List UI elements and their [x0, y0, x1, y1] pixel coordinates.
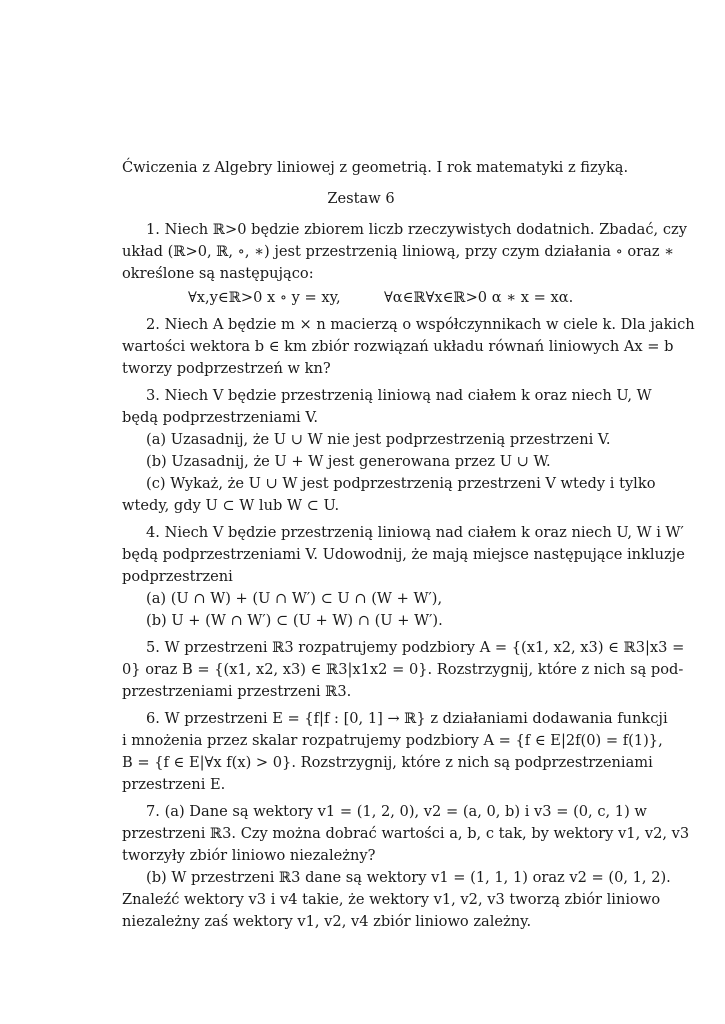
- problem-4-line-1: 4. Niech V będzie przestrzenią liniową nad ciałem k oraz niech U, W i W′: [146, 524, 684, 541]
- problem-3-part-b: (b) Uzasadnij, że U + W jest generowana przez U ∪ W.: [146, 453, 551, 470]
- problem-1-formula-1: ∀x,y∈ℝ>0 x ∘ y = xy,: [188, 289, 341, 306]
- problem-1-line-2: układ (ℝ>0, ℝ, ∘, ∗) jest przestrzenią liniową, przy czym działania ∘ oraz ∗: [122, 243, 675, 260]
- problem-7-line-3: tworzyły zbiór liniowo niezależny?: [122, 847, 376, 864]
- problem-3-line-2: będą podprzestrzeniami V.: [122, 409, 318, 426]
- problem-6-line-3: B = {f ∈ E|∀x f(x) > 0}. Rozstrzygnij, które z nich są podprzestrzeniami: [122, 754, 653, 771]
- set-label: Zestaw 6: [327, 190, 395, 207]
- problem-2-line-2: wartości wektora b ∈ km zbiór rozwiązań układu równań liniowych Ax = b: [122, 338, 674, 355]
- problem-4-line-2: będą podprzestrzeniami V. Udowodnij, że mają miejsce następujące inkluzje: [122, 546, 685, 563]
- problem-1-line-3: określone są następująco:: [122, 265, 314, 282]
- problem-2-line-1: 2. Niech A będzie m × n macierzą o współczynnikach w ciele k. Dla jakich: [146, 316, 695, 333]
- problem-6-line-4: przestrzeni E.: [122, 776, 226, 793]
- problem-1-formula-2: ∀α∈ℝ∀x∈ℝ>0 α ∗ x = xα.: [384, 289, 574, 306]
- problem-1-line-1: 1. Niech ℝ>0 będzie zbiorem liczb rzeczywistych dodatnich. Zbadać, czy: [146, 221, 687, 238]
- problem-7-line-1: 7. (a) Dane są wektory v1 = (1, 2, 0), v2 = (a, 0, b) i v3 = (0, c, 1) w: [146, 803, 647, 820]
- problem-4-line-3: podprzestrzeni: [122, 568, 233, 585]
- problem-3-line-1: 3. Niech V będzie przestrzenią liniową nad ciałem k oraz niech U, W: [146, 387, 652, 404]
- problem-6-line-2: i mnożenia przez skalar rozpatrujemy podzbiory A = {f ∈ E|2f(0) = f(1)},: [122, 732, 663, 749]
- problem-7-part-b-line-1: (b) W przestrzeni ℝ3 dane są wektory v1 = (1, 1, 1) oraz v2 = (0, 1, 2).: [146, 869, 671, 886]
- document-title: Ćwiczenia z Algebry liniowej z geometrią. I rok matematyki z fizyką.: [122, 159, 629, 176]
- problem-6-line-1: 6. W przestrzeni E = {f|f : [0, 1] → ℝ} z działaniami dodawania funkcji: [146, 710, 668, 727]
- problem-3-part-c-cont: wtedy, gdy U ⊂ W lub W ⊂ U.: [122, 497, 340, 514]
- problem-5-line-1: 5. W przestrzeni ℝ3 rozpatrujemy podzbiory A = {(x1, x2, x3) ∈ ℝ3|x3 =: [146, 639, 685, 656]
- problem-7-part-b-line-2: Znaleźć wektory v3 i v4 takie, że wektory v1, v2, v3 tworzą zbiór liniowo: [122, 891, 661, 908]
- problem-4-part-b: (b) U + (W ∩ W′) ⊂ (U + W) ∩ (U + W′).: [146, 612, 443, 629]
- problem-5-line-3: przestrzeniami przestrzeni ℝ3.: [122, 683, 352, 700]
- problem-3-part-a: (a) Uzasadnij, że U ∪ W nie jest podprzestrzenią przestrzeni V.: [146, 431, 611, 448]
- problem-3-part-c: (c) Wykaż, że U ∪ W jest podprzestrzenią przestrzeni V wtedy i tylko: [146, 475, 656, 492]
- problem-5-line-2: 0} oraz B = {(x1, x2, x3) ∈ ℝ3|x1x2 = 0}. Rozstrzygnij, które z nich są pod-: [122, 661, 684, 678]
- problem-2-line-3: tworzy podprzestrzeń w kn?: [122, 360, 331, 377]
- problem-7-line-2: przestrzeni ℝ3. Czy można dobrać wartości a, b, c tak, by wektory v1, v2, v3: [122, 825, 690, 842]
- problem-4-part-a: (a) (U ∩ W) + (U ∩ W′) ⊂ U ∩ (W + W′),: [146, 590, 443, 607]
- problem-7-part-b-line-3: niezależny zaś wektory v1, v2, v4 zbiór liniowo zależny.: [122, 913, 532, 930]
